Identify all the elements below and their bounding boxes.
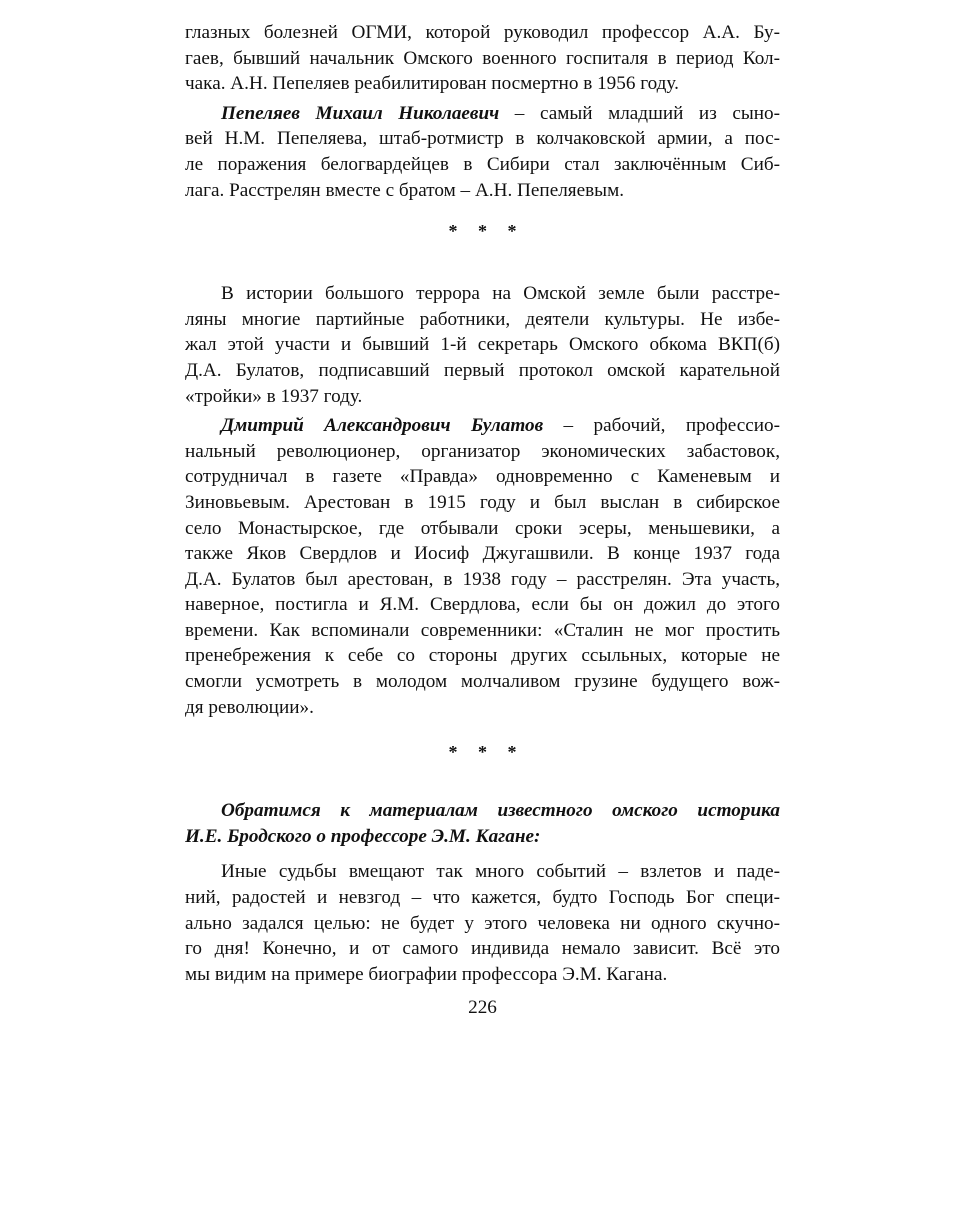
text-line: гаев, бывший начальник Омского военного госпиталя в период Кол- [185,47,780,69]
text-line: чака. А.Н. Пепеляев реабилитирован посмертно в 1956 году. [185,73,679,95]
text-line: жал этой участи и бывший 1-й секретарь Омского обкома ВКП(б) [185,334,780,356]
text-line: ляны многие партийные работники, деятели культуры. Не избе- [185,308,780,330]
section-heading [185,798,780,849]
text-fragment: – самый младший из сыно- [499,102,780,124]
text-line: село Монастырское, где отбывали сроки эсеры, меньшевики, а [185,517,780,539]
paragraph-bulatov [185,413,780,720]
text-line: дя революции». [185,696,314,718]
text-line: нальный революционер, организатор экономических забастовок, [185,440,780,462]
text-line: глазных болезней ОГМИ, которой руководил профессор А.А. Бу- [185,22,780,43]
paragraph-mikhail-pepelyaev [185,101,780,203]
text-line: «тройки» в 1937 году. [185,385,363,407]
text-line: также Яков Свердлов и Иосиф Джугашвили. В конце 1937 года [185,543,780,565]
text-line: ально задался целью: не будет у этого человека ни одного скучно- [185,912,780,934]
section-separator: * * * [448,742,525,763]
text-line: пренебрежения к себе со стороны других ссыльных, которые не [185,645,780,667]
heading-line: Обратимся к материалам известного омского историка [221,800,780,822]
text-line: наверное, постигла и Я.М. Свердлова, если бы он дожил до этого [185,594,780,616]
page-number: 226 [468,997,497,1019]
section-separator: * * * [448,221,525,242]
text-line [185,101,780,127]
text-fragment: – рабочий, профессио- [543,415,780,437]
text-line: Зиновьевым. Арестован в 1915 году и был выслан в сибирское [185,491,780,513]
person-name: Пепеляев Михаил Николаевич [221,102,500,124]
text-line: Д.А. Булатов был арестован, в 1938 году – расстрелян. Эта участь, [185,568,780,590]
text-line: ний, радостей и невзгод – что кажется, будто Господь Бог специ- [185,887,780,909]
text-line: мы видим на примере биографии профессора Э.М. Кагана. [185,963,668,985]
text-line: времени. Как вспоминали современники: «Сталин не мог простить [185,619,780,641]
book-page [185,20,780,1021]
text-line: го дня! Конечно, и от самого индивида немало зависит. Всё это [185,938,780,960]
text-line: сотрудничал в газете «Правда» одновременно с Каменевым и [185,466,780,488]
paragraph-kagan [185,859,780,987]
paragraph-bugaev [185,20,780,97]
text-line: В истории большого террора на Омской земле были расстре- [221,283,780,305]
person-name: Дмитрий Александрович Булатов [221,415,544,437]
text-line: Д.А. Булатов, подписавший первый протокол омской карательной [185,359,780,381]
text-line: лага. Расстрелян вместе с братом – А.Н. Пепеляевым. [185,179,625,201]
text-line: вей Н.М. Пепеляева, штаб-ротмистр в колчаковской армии, а пос- [185,128,780,150]
paragraph-great-terror [185,281,780,409]
text-line: ле поражения белогвардейцев в Сибири стал заключённым Сиб- [185,153,780,175]
heading-line: И.Е. Бродского о профессоре Э.М. Кагане: [185,825,541,847]
text-line: смогли усмотреть в молодом молчаливом грузине будущего вож- [185,671,780,693]
text-line [185,413,780,439]
text-line: Иные судьбы вмещают так много событий – взлетов и паде- [221,861,780,883]
